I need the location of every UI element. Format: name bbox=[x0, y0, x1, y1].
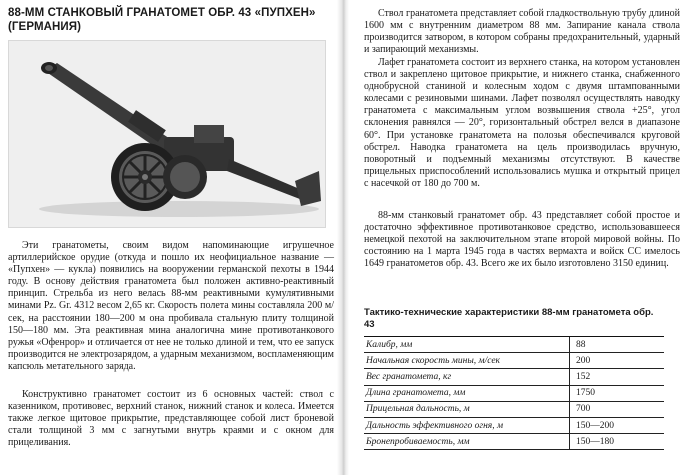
spec-name: Прицельная дальность, м bbox=[364, 401, 570, 417]
table-row bbox=[364, 353, 664, 369]
page-title: 88-ММ СТАНКОВЫЙ ГРАНАТОМЕТ ОБР. 43 «ПУПХЕН» (ГЕРМАНИЯ) bbox=[8, 7, 316, 33]
left-page bbox=[0, 0, 340, 475]
grenade-launcher-illustration bbox=[9, 41, 325, 227]
table-row bbox=[364, 385, 664, 401]
summary-paragraph: 88-мм станковый гранатомет обр. 43 представляет собой простое и достаточно эффективное противотанковое средство, использовавшееся немецкой пехотой на заключительном этапе второй мировой войны. По состоянию на 1 марта 1945 года в частях вермахта и войск СС имелось 1649 гранатометов обр. 43. Всего же их было изготовлено 3150 единиц. bbox=[364, 210, 680, 270]
spec-name: Бронепробиваемость, мм bbox=[364, 434, 570, 450]
table-row bbox=[364, 337, 664, 353]
right-page bbox=[346, 0, 686, 475]
spec-value: 1750 bbox=[570, 385, 665, 401]
spec-value: 150—200 bbox=[570, 417, 665, 433]
barrel-paragraph: Ствол гранатомета представляет собой гладкоствольную трубу длиной 1600 мм с внутренним диаметром 88 мм. Запирание канала ствола производится затвором, в котором собраны предохранительный, ударный и запирающий механизмы. bbox=[364, 8, 680, 56]
intro-paragraph: Эти гранатометы, своим видом напоминающие игрушечное артиллерийское орудие (откуда и пошло их неофициальное название — «Пупхен» — кукла) появились на вооружении германской пехоты в 1944 году. В основу действия гранатомета был положен активно-реактивный принцип. Стрельба из него велась 88-мм реактивными кумулятивными минами Pz. Gr. 4312 весом 2,65 кг. Скорость полета мины составляла 200 м/сек, на расстоянии 180—200 м она пробивала стальную плиту толщиной 150—180 мм. Эта реактивная мина аналогична мине противотанкового ружья «Офенрор» и отличается от нее не только длиной и тем, что ее запуск производится не электрозарядом, а ударным механизмом, воспламеняющим капсюль метательного заряда. bbox=[8, 240, 334, 372]
spec-name: Дальность эффективного огня, м bbox=[364, 417, 570, 433]
spec-name: Вес гранатомета, кг bbox=[364, 369, 570, 385]
specs-table bbox=[364, 336, 664, 450]
table-row bbox=[364, 434, 664, 450]
spec-name: Калибр, мм bbox=[364, 337, 570, 353]
spec-value: 700 bbox=[570, 401, 665, 417]
table-row bbox=[364, 369, 664, 385]
grenade-launcher-photo bbox=[8, 40, 326, 228]
spec-name: Начальная скорость мины, м/сек bbox=[364, 353, 570, 369]
spec-value: 200 bbox=[570, 353, 665, 369]
spec-value: 150—180 bbox=[570, 434, 665, 450]
spec-value: 152 bbox=[570, 369, 665, 385]
spec-name: Длина гранатомета, мм bbox=[364, 385, 570, 401]
specs-table-title: Тактико-технические характеристики 88-мм гранатомета обр. 43 bbox=[364, 307, 654, 330]
construction-paragraph: Конструктивно гранатомет состоит из 6 основных частей: ствол с казенником, противовес, верхний станок, нижний станок и колеса. Имеется также легкое щитовое прикрытие, представляющее собой лист броневой стали толщиной 3 мм с загнутыми внутрь краями и с окном для прицеливания. bbox=[8, 389, 334, 449]
carriage-paragraph: Лафет гранатомета состоит из верхнего станка, на котором установлен ствол и закреплено щитовое прикрытие, и нижнего станка, снабженного однобрусной станиной и колесным ходом с двумя штампованными колесами с резиновыми шинами. Лафет позволял осуществлять наводку гранатомета с максимальным углом возвышения ствола +25°, угол склонения равнялся — 20°, горизонтальный обстрел велся в диапазоне 60°. При установке гранатомета на полозья обеспечивался круговой обстрел. Наводка гранатомета на цель производилась вручную, поворотный и подъемный механизмы отсутствуют. В качестве прицельных приспособлений использовались мушка и открытый прицел с насечкой от 180 до 700 м. bbox=[364, 57, 680, 189]
table-row bbox=[364, 417, 664, 433]
spec-value: 88 bbox=[570, 337, 665, 353]
table-row bbox=[364, 401, 664, 417]
